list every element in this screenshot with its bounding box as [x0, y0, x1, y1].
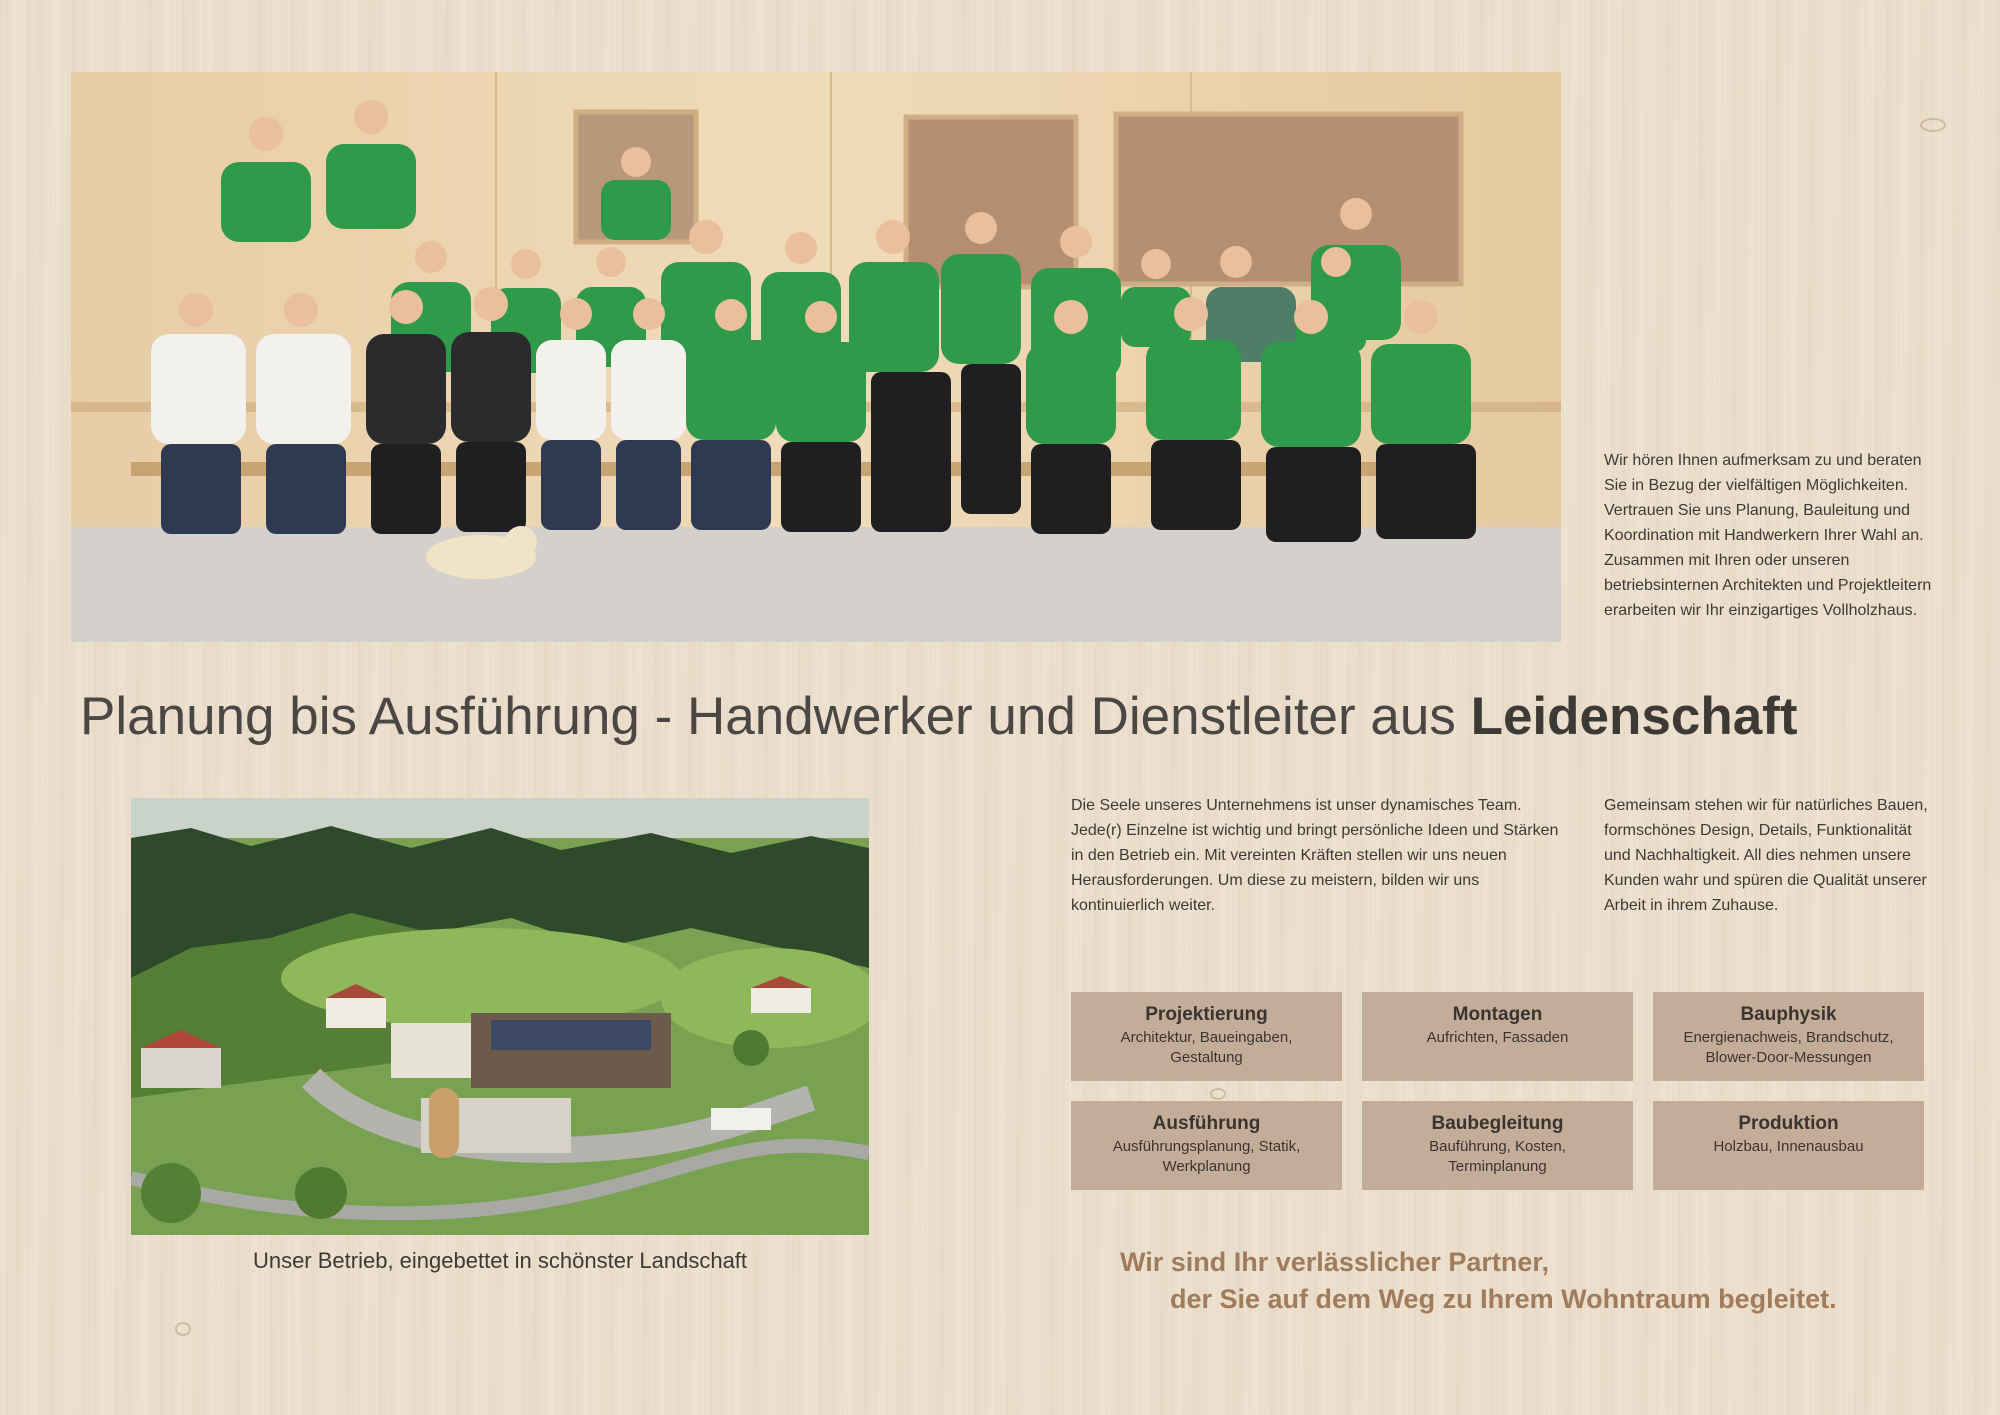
farm-photo-illustration — [131, 798, 869, 1235]
service-card-produktion — [1653, 1101, 1924, 1190]
team-photo-illustration — [71, 72, 1561, 642]
service-description-line: Werkplanung — [1162, 1158, 1251, 1175]
service-description-line: Aufrichten, Fassaden — [1426, 1029, 1569, 1046]
service-card-projektierung — [1071, 992, 1342, 1081]
service-title: Montagen — [1452, 1004, 1543, 1025]
service-description-line: Architektur, Baueingaben, — [1120, 1029, 1293, 1046]
wood-knot — [1210, 1088, 1226, 1100]
service-description-line: Ausführungsplanung, Statik, — [1112, 1138, 1301, 1155]
intro-text: Wir hören Ihnen aufmerksam zu und beraten Sie in Bezug der vielfältigen Möglichkeiten. Vertrauen Sie uns Planung, Bauleitung und Koordination mit Handwerkern Ihrer Wahl an. Zusammen mit Ihren oder unseren betriebsinternen Architekten und Projektleitern erarbeiten wir Ihr einzigartiges Vollholzhaus. — [1604, 452, 1932, 619]
headline-emphasis: Leidenschaft — [1470, 687, 1798, 746]
wood-knot — [1920, 118, 1946, 132]
service-description — [1071, 1028, 1342, 1068]
team-photo — [71, 72, 1561, 642]
service-title: Ausführung — [1152, 1113, 1261, 1134]
service-description-line: Gestaltung — [1170, 1049, 1243, 1066]
farm-caption: Unser Betrieb, eingebettet in schönster Landschaft — [252, 1248, 748, 1273]
service-card-bauphysik — [1653, 992, 1924, 1081]
service-description-line: Holzbau, Innenausbau — [1713, 1138, 1864, 1155]
service-description — [1071, 1137, 1342, 1177]
service-description-line: Bauführung, Kosten, — [1429, 1138, 1566, 1155]
service-description — [1653, 1028, 1924, 1068]
closing-line-1: Wir sind Ihr verlässlicher Partner, — [1120, 1247, 1549, 1277]
service-description — [1362, 1137, 1633, 1177]
service-description — [1653, 1137, 1924, 1157]
service-description-line: Energienachweis, Brandschutz, — [1683, 1029, 1894, 1046]
service-card-ausfuehrung — [1071, 1101, 1342, 1190]
service-title: Projektierung — [1145, 1004, 1268, 1025]
service-title: Bauphysik — [1740, 1004, 1837, 1025]
about-team-text: Die Seele unseres Unternehmens ist unser dynamisches Team. Jede(r) Einzelne ist wichtig und bringt persönliche Ideen und Stärken in den Betrieb ein. Mit vereinten Kräften stellen wir uns neuen Herausforderungen. Um diese zu meistern, bilden wir uns kontinuierlich weiter. — [1071, 797, 1559, 914]
headline-main: Planung bis Ausführung - Handwerker und Dienstleiter aus — [80, 687, 1471, 746]
wood-knot — [175, 1322, 191, 1336]
values-text: Gemeinsam stehen wir für natürliches Bauen, formschönes Design, Details, Funktionalität und Nachhaltigkeit. All dies nehmen unsere Kunden wahr und spüren die Qualität unserer Arbeit in ihrem Zuhause. — [1604, 797, 1928, 914]
service-card-baubegleitung — [1362, 1101, 1633, 1190]
service-description-line: Blower-Door-Messungen — [1705, 1049, 1872, 1066]
service-card-montagen — [1362, 992, 1633, 1081]
service-title: Produktion — [1738, 1113, 1839, 1134]
service-title: Baubegleitung — [1431, 1113, 1564, 1134]
service-description-line: Terminplanung — [1448, 1158, 1547, 1175]
closing-line-2: der Sie auf dem Weg zu Ihrem Wohntraum begleitet. — [1170, 1284, 1837, 1314]
service-description — [1362, 1028, 1633, 1048]
page-headline — [80, 682, 1920, 752]
farm-aerial-photo — [131, 798, 869, 1235]
